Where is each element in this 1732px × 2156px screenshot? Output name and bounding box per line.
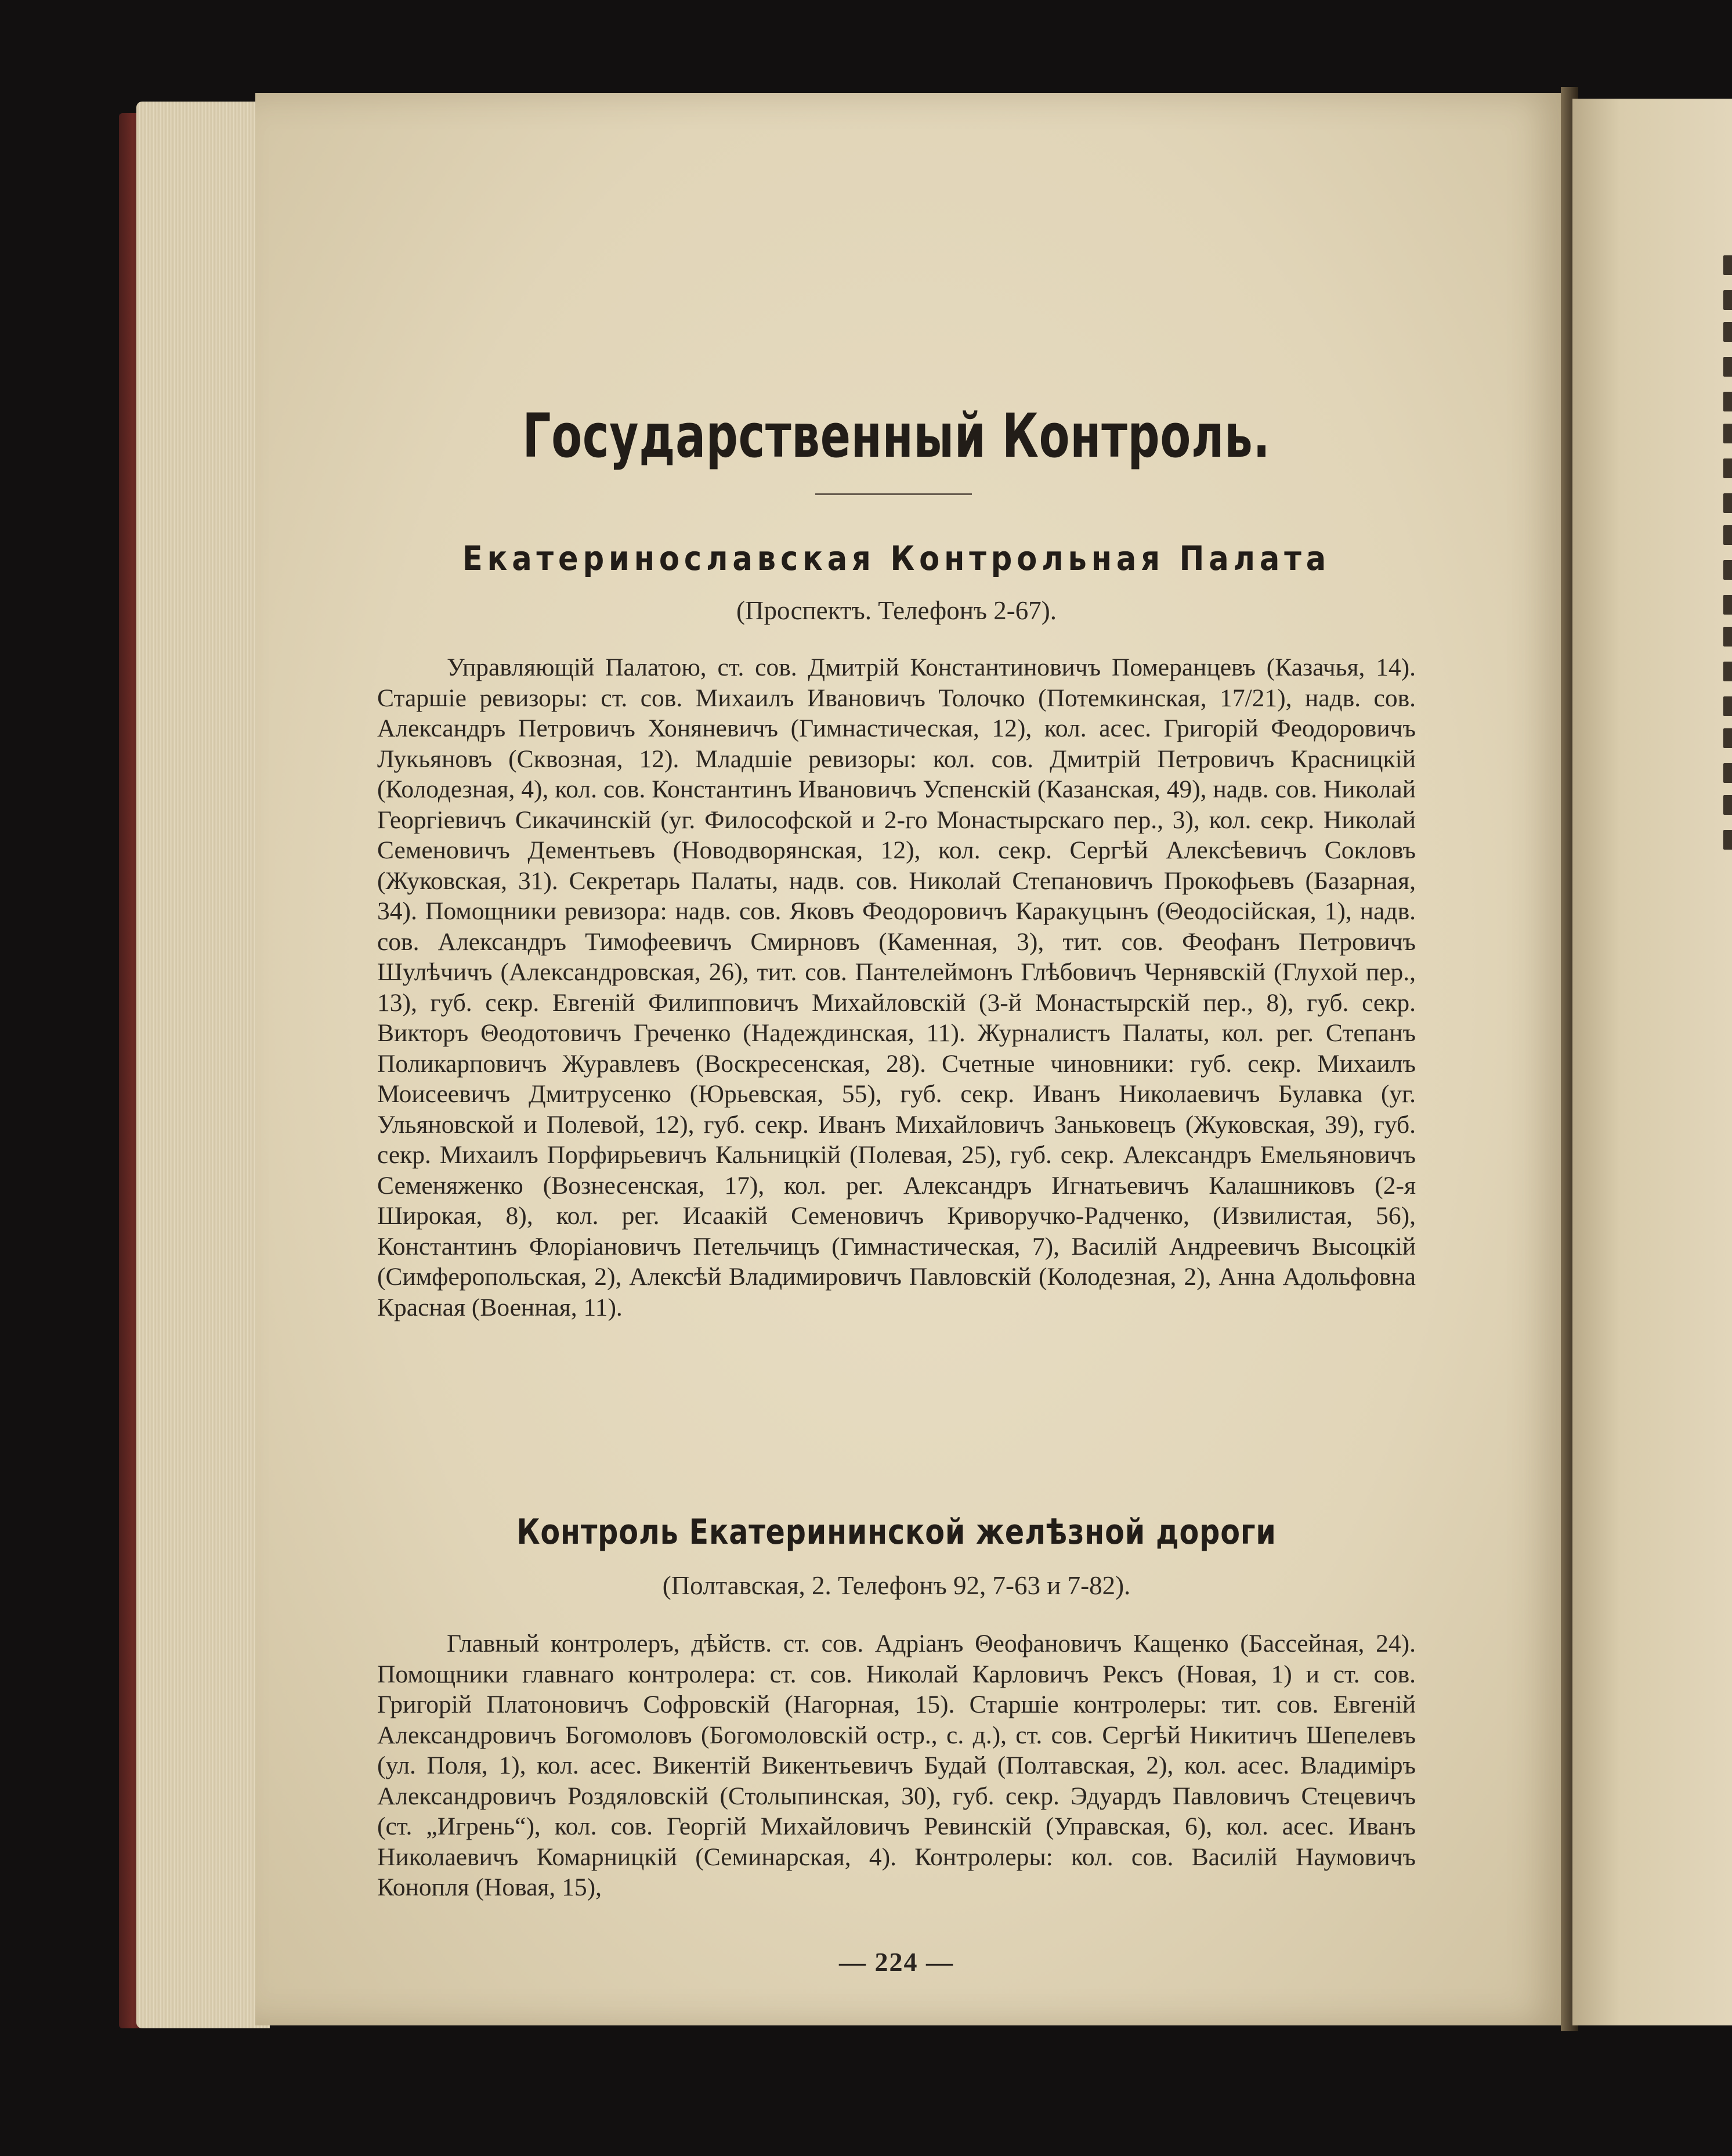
section-address-control-chamber: (Проспектъ. Телефонъ 2-67). xyxy=(736,596,1057,625)
page-number: — 224 — xyxy=(839,1947,954,1977)
section-title-railway-control: Контроль Екатерининской желѣзной дороги xyxy=(516,1512,1277,1552)
page-stack-edge xyxy=(136,102,270,2028)
title-divider xyxy=(815,493,972,495)
page-title: Государственный Контроль. xyxy=(522,400,1271,471)
section-body-control-chamber: Управляющій Палатою, ст. сов. Дмитрій Константиновичъ Померанцевъ (Казачья, 14). Старшіе ревизоры: ст. сов. Михаилъ Ивановичъ Толочко (Потемкинская, 17/21), надв. сов. Александръ Петровичъ Хоняневичъ (Гимнастическая, 12), кол. асес. Григорій Феодоровичъ Лукьяновъ (Сквозная, 12). Младшіе ревизоры: кол. сов. Дмитрій Петровичъ Красницкій (Колодезная, 4), кол. сов. Константинъ Ивановичъ Успенскій (Казанская, 49), надв. сов. Николай Георгіевичъ Сикачинскій (уг. Философской и 2-го Монастырскаго пер., 3), кол. секр. Николай Семеновичъ Дементьевъ (Новодворянская, 12), кол. секр. Сергѣй Алексѣевичъ Сокловъ (Жуковская, 31). Секретарь Палаты, надв. сов. Николай Степановичъ Прокофьевъ (Базарная, 34). Помощники ревизора: надв. сов. Яковъ Феодоровичъ Каракуцынъ (Θеодосійская, 1), надв. сов. Александръ Тимофеевичъ Смирновъ (Каменная, 3), тит. сов. Феофанъ Петровичъ Шулѣчичъ (Александровская, 26), тит. сов. Пантелеймонъ Глѣбовичъ Чернявскій (Глухой пер., 13), губ. секр. Евгеній Филипповичъ Михайловскій (3-й Монастырскій пер., 8), губ. секр. Викторъ Θеодотовичъ Греченко (Надеждинская, 11). Журналистъ Палаты, кол. рег. Степанъ Поликарповичъ Журавлевъ (Воскресенская, 28). Счетные чиновники: губ. секр. Михаилъ Моисеевичъ Дмитрусенко (Юрьевская, 55), губ. секр. Иванъ Николаевичъ Булавка (уг. Ульяновской и Полевой, 12), губ. секр. Иванъ Михайловичъ Заньковецъ (Жуковская, 39), губ. секр. Михаилъ Порфирьевичъ Кальницкій (Полевая, 25), губ. секр. Александръ Емельяновичъ Семеняженко (Вознесенская, 17), кол. рег. Александръ Игнатьевичъ Калашниковъ (2-я Широкая, 8), кол. рег. Исаакій Семеновичъ Криворучко-Радченко, (Извилистая, 56), Константинъ Флоріановичъ Петельчицъ (Гимнастическая, 7), Василій Андреевичъ Высоцкій (Симферопольская, 2), Алексѣй Владимировичъ Павловскій (Колодезная, 2), Анна Адольфовна Красная (Военная, 11). xyxy=(377,653,1416,1321)
section-body-railway-control: Главный контролеръ, дѣйств. ст. сов. Адріанъ Θеофановичъ Кащенко (Бассейная, 24). Помощники главнаго контролера: ст. сов. Николай Карловичъ Рексъ (Новая, 1) и ст. сов. Григорій Платоновичъ Софровскій (Нагорная, 15). Старшіе контролеры: тит. сов. Евгеній Александровичъ Богомоловъ (Богомоловскій остр., с. д.), ст. сов. Сергѣй Никитичъ Шепелевъ (ул. Поля, 1), кол. асес. Викентій Викентьевичъ Будай (Полтавская, 2), кол. асес. Владиміръ Александровичъ Роздяловскій (Столыпинская, 30), губ. секр. Эдуардъ Павловичъ Стецевичъ (ст. „Игрень“), кол. сов. Георгій Михайловичъ Ревинскій (Управская, 6), кол. асес. Иванъ Николаевичъ Комарницкій (Семинарская, 4). Контролеры: кол. сов. Василій Наумовичъ Конопля (Новая, 15), xyxy=(377,1630,1416,1901)
right-page-fragment xyxy=(1572,99,1732,2025)
section-address-railway-control: (Полтавская, 2. Телефонъ 92, 7-63 и 7-82). xyxy=(662,1571,1131,1600)
section-title-control-chamber: Екатеринославская Контрольная Палата xyxy=(462,539,1331,578)
